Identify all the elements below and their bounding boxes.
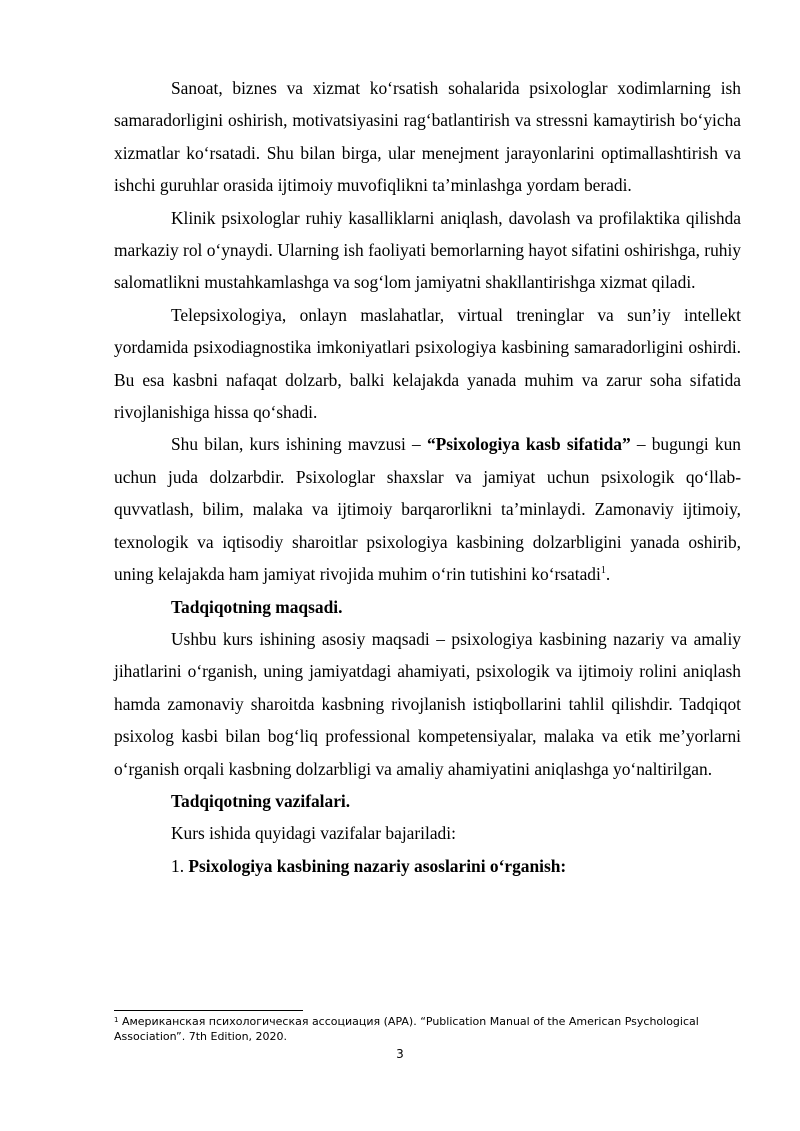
paragraph-goal: Ushbu kurs ishining asosiy maqsadi – psixologiya kasbining nazariy va amaliy jihatlarini oʻrganish, uning jamiyatdagi ahamiyati, psixologik va ijtimoiy rolini aniqlash hamda zamonaviy sharoitda kasbning rivojlanish istiqbollarini tahlil qilishdir. Tadqiqot psixolog kasbi bilan bogʻliq professional kompetensiyalar, malaka va etik meʼyorlarni oʻrganish orqali kasbning dolzarbligi va amaliy ahamiyatini aniqlashga yoʻnaltirilgan. xyxy=(114,628,741,779)
paragraph-industry: Sanoat, biznes va xizmat koʻrsatish sohalarida psixologlar xodimlarning ish samaradorligini oshirish, motivatsiyasini ragʻbatlantirish va stressni kamaytirish boʻyicha xizmatlar koʻrsatadi. Shu bilan birga, ular menejment jarayonlarini optimallashtirish va ishchi guruhlar orasida ijtimoiy muvofiqlikni taʼminlashga yordam beradi. xyxy=(114,78,741,196)
paragraph-telepsychology: Telepsixologiya, onlayn maslahatlar, virtual treninglar va sunʼiy intellekt yordamida psixodiagnostika imkoniyatlari psixologiya kasbining samaradorligini oshirdi. Bu esa kasbni nafaqat dolzarb, balki kelajakda yanada muhim va zarur soha sifatida rivojlanishiga hissa qoʻshadi. xyxy=(114,304,741,423)
footnote-reference[interactable]: 1 xyxy=(600,565,606,577)
paragraph-clinical: Klinik psixologlar ruhiy kasalliklarni aniqlash, davolash va profilaktika qilishda markaziy rol oʻynaydi. Ularning ish faoliyati bemorlarning hayot sifatini oshirishga, ruhiy salomatlikni mustahkamlashga va sogʻlom jamiyatni shakllantirishga xizmat qiladi. xyxy=(114,207,741,293)
footnote-marker: 1 xyxy=(114,1016,119,1024)
list-item-text: Psixologiya kasbining nazariy asoslarini oʻrganish: xyxy=(188,855,567,876)
topic-title: “Psixologiya kasb sifatida” xyxy=(426,434,631,455)
heading-goal-text: Tadqiqotning maqsadi. xyxy=(171,596,343,617)
topic-text-tail: . xyxy=(605,564,611,585)
heading-tasks xyxy=(114,785,741,817)
paragraph-topic xyxy=(114,428,741,590)
page-number: 3 xyxy=(396,1047,404,1061)
footnote-text: Американская психологическая ассоциация (APA). “Publication Manual of the American Psychological Association”. 7th Edition, 2020. xyxy=(114,1015,699,1043)
list-item-1 xyxy=(114,850,741,882)
footnote xyxy=(114,1015,741,1044)
paragraph-tasks-intro: Kurs ishida quyidagi vazifalar bajariladi: xyxy=(171,823,456,844)
heading-goal xyxy=(114,591,741,623)
document-body xyxy=(114,72,741,882)
heading-tasks-text: Tadqiqotning vazifalari. xyxy=(171,790,351,811)
topic-text-end: – bugungi kun uchun juda dolzarbdir. Psixologlar shaxslar va jamiyat uchun psixologik qoʻllab-quvvatlash, bilim, malaka va ijtimoiy barqarorlikni taʼminlaydi. Zamonaviy ijtimoiy, texnologik va iqtisodiy sharoitlar psixologiya kasbining dolzarbligini yanada oshirib, uning kelajakda ham jamiyat rivojida muhim oʻrin tutishini koʻrsatadi xyxy=(114,434,741,585)
list-item-number: 1. xyxy=(171,855,189,876)
topic-text-start: Shu bilan, kurs ishining mavzusi – xyxy=(171,434,427,455)
footnote-divider xyxy=(114,1010,303,1011)
